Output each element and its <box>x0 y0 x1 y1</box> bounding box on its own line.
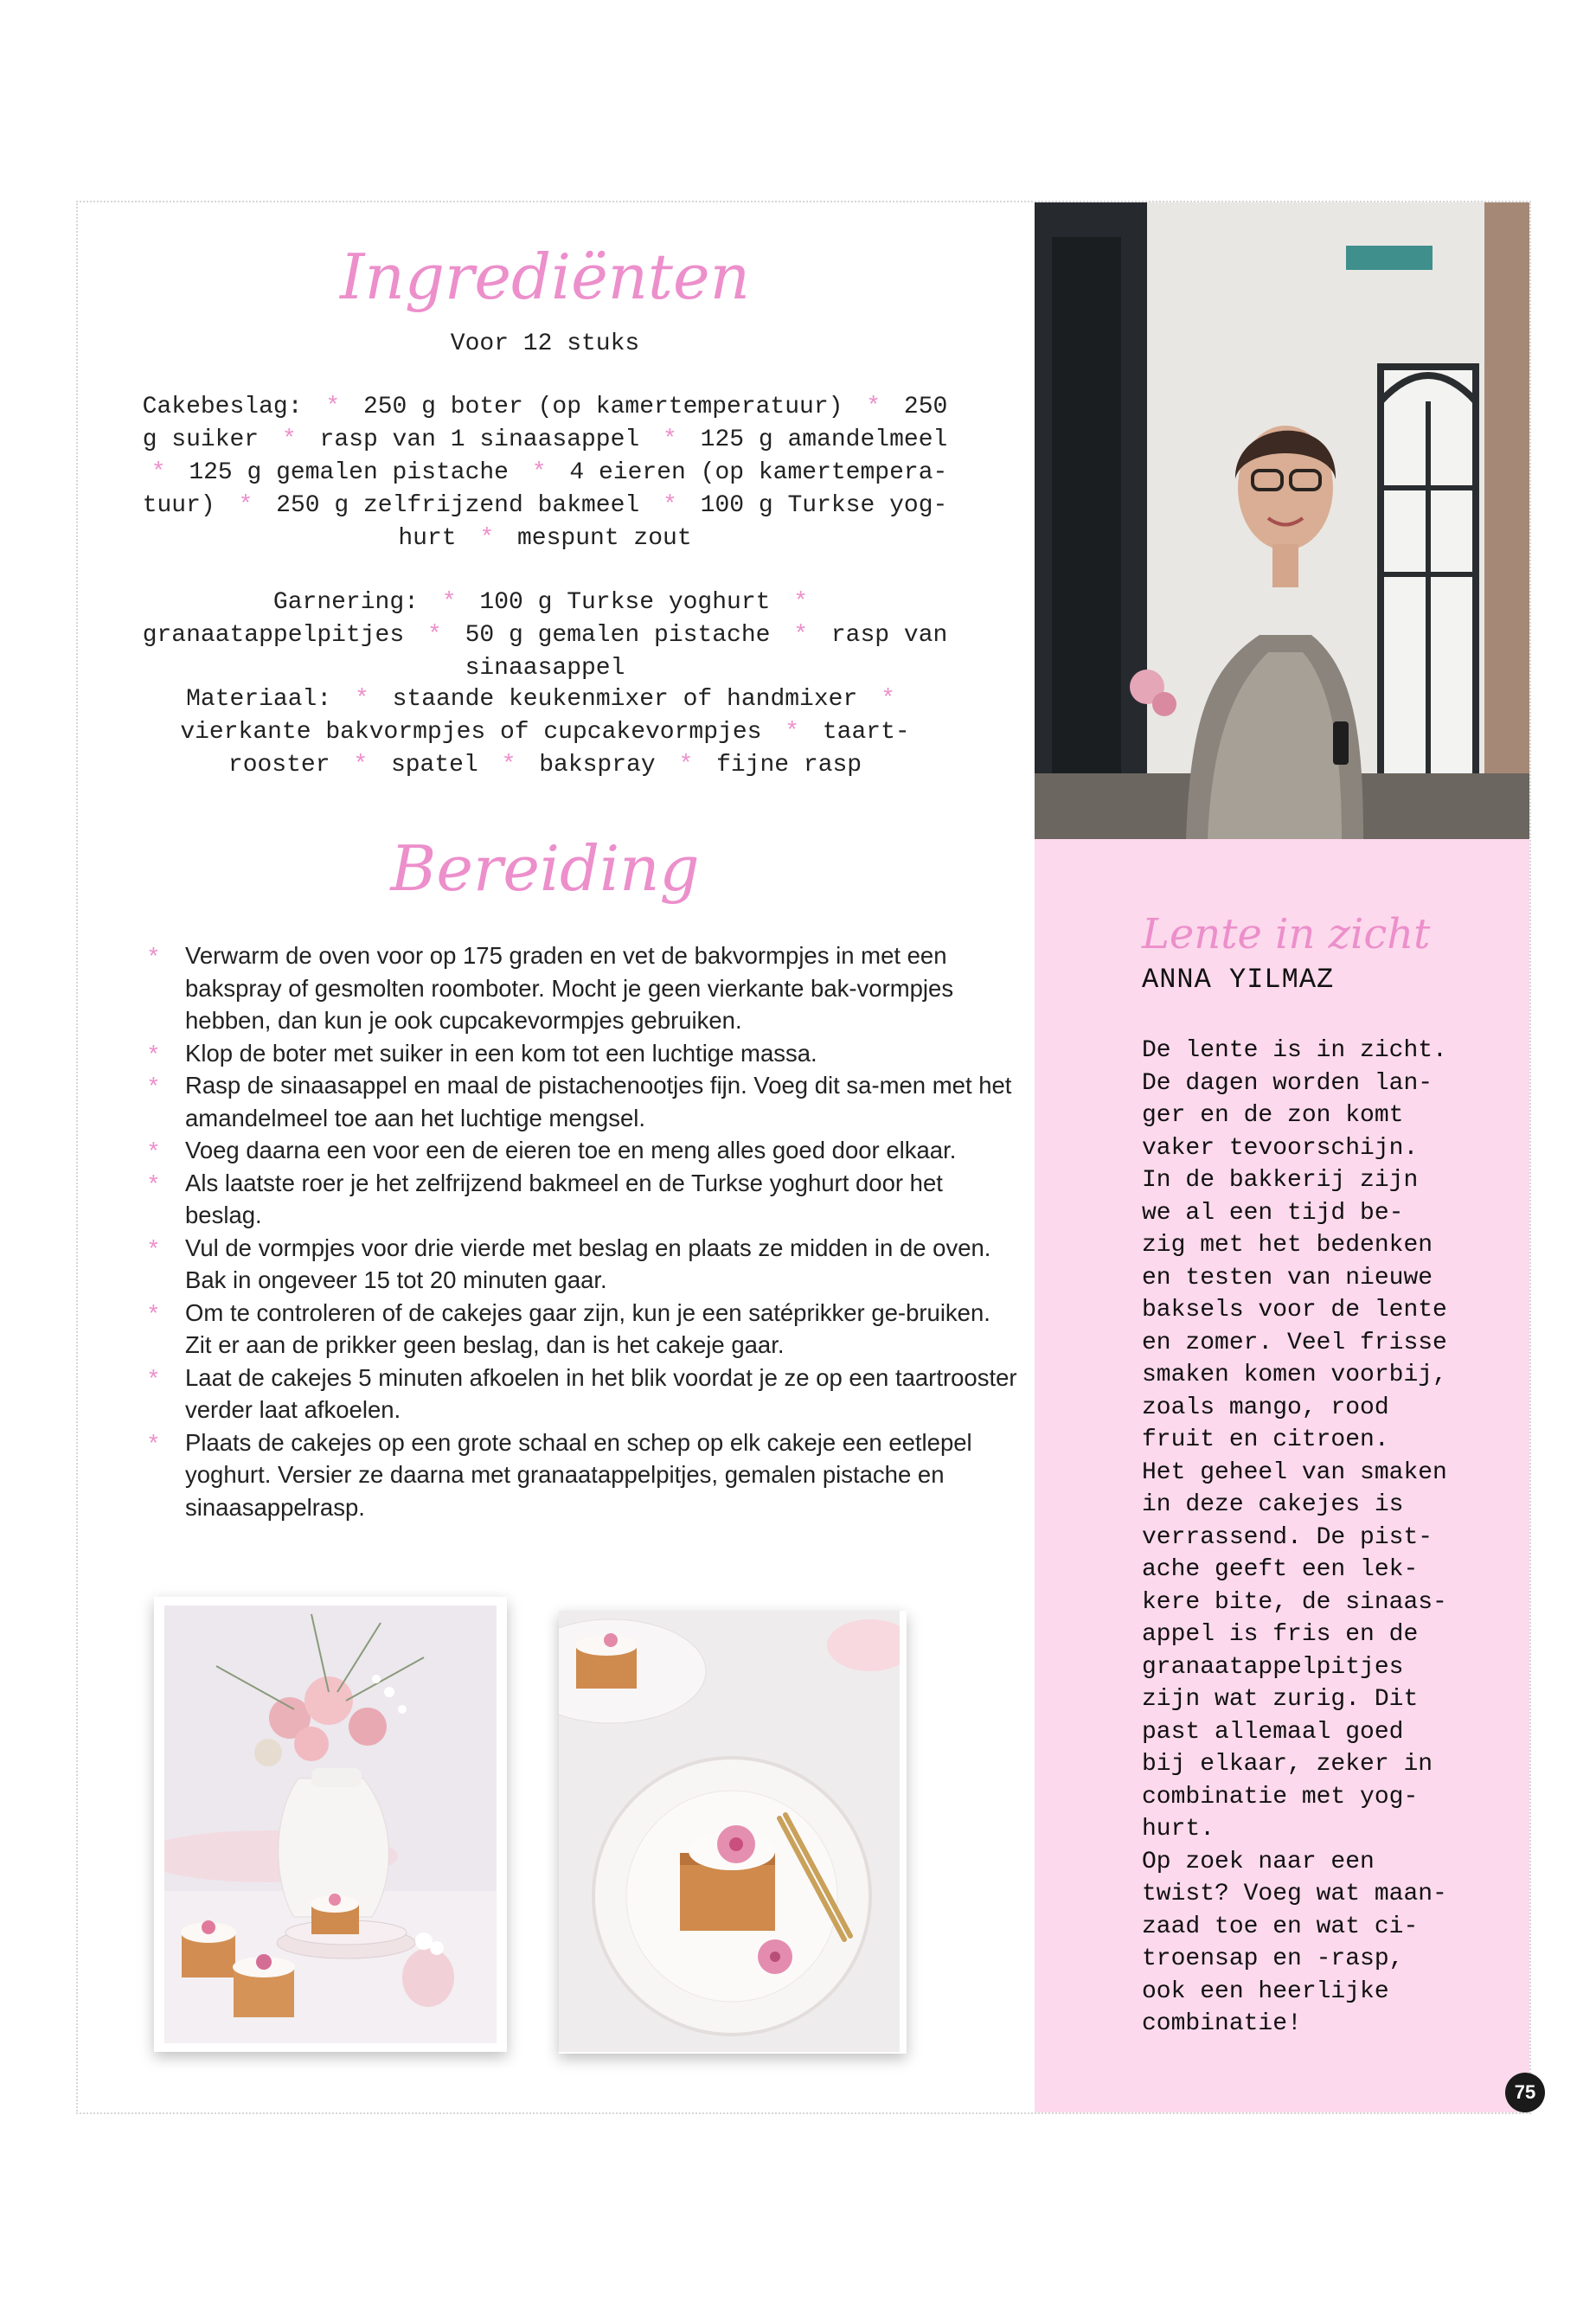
step-item: * Verwarm de oven voor op 175 graden en vet de bakvormpjes in met een bakspray of gesmolten roomboter. Mocht je geen vierkante bak-vormpjes hebben, dan kun je ook cupcakevormpjes gebruiken. <box>149 939 1022 1037</box>
asterisk-icon: * <box>426 622 442 649</box>
material-item: spatel <box>390 752 478 779</box>
step-item: * Als laatste roer je het zelfrijzend bakmeel en de Turkse yoghurt door het beslag. <box>149 1167 1022 1232</box>
asterisk-icon: * <box>149 1072 158 1099</box>
asterisk-icon: * <box>531 459 547 486</box>
step-item: * Vul de vormpjes voor drie vierde met beslag en plaats ze midden in de oven. Bak in ongeveer 15 tot 20 minuten gaar. <box>149 1232 1022 1297</box>
asterisk-icon: * <box>354 686 369 713</box>
asterisk-icon: * <box>149 1428 158 1456</box>
materials-list <box>138 683 952 782</box>
asterisk-icon: * <box>238 492 253 519</box>
material-item: fijne rasp <box>716 752 862 779</box>
step-item: * Klop de boter met suiker in een kom tot een luchtige massa. <box>149 1037 1022 1070</box>
garnish-label: Garnering: <box>272 589 419 616</box>
asterisk-icon: * <box>501 752 516 779</box>
asterisk-icon: * <box>881 686 895 713</box>
ingredient-item: mespunt zout <box>517 525 692 552</box>
ingredient-item: rasp van sinaasappel <box>465 622 948 682</box>
asterisk-icon: * <box>149 1137 158 1163</box>
asterisk-icon: * <box>149 1298 158 1326</box>
asterisk-icon: * <box>281 426 297 453</box>
step-item: * Rasp de sinaasappel en maal de pistachenootjes fijn. Voeg dit sa-men met het amandelmeel toe aan het luchtige mengsel. <box>149 1069 1022 1134</box>
garnish-ingredients <box>138 586 952 685</box>
ingredient-item: 100 g Turkse yoghurt <box>479 589 771 616</box>
step-item: * Laat de cakejes 5 minuten afkoelen in het blik voordat je ze op een taartrooster verder laat afkoelen. <box>149 1362 1022 1426</box>
material-item: vierkante bakvormpjes of cupcakevormpjes <box>180 719 762 746</box>
sidebar-column <box>1035 202 1529 2112</box>
preparation-steps <box>149 939 1022 1523</box>
photo-vase-image <box>164 1606 497 2043</box>
cake-batter-label: Cakebeslag: <box>142 394 303 420</box>
ingredient-item: 250 g zelfrijzend bakmeel <box>276 492 640 519</box>
portrait-photo <box>1035 202 1529 839</box>
preparation-heading: Bereiding <box>390 832 700 905</box>
material-item: bakspray <box>539 752 656 779</box>
asterisk-icon: * <box>785 719 800 746</box>
material-item: staande keukenmixer of handmixer <box>392 686 858 713</box>
photo-plate-image <box>559 1611 900 2052</box>
asterisk-icon: * <box>793 622 809 649</box>
ingredients-heading: Ingrediënten <box>340 240 750 313</box>
asterisk-icon: * <box>663 492 677 519</box>
sidebar-heading: Lente in zicht <box>1142 910 1431 958</box>
author-name: ANNA YILMAZ <box>1142 964 1335 996</box>
ingredient-item: 250 g boter (op kamertemperatuur) <box>362 394 843 420</box>
ingredient-item: 125 g gemalen pistache <box>189 459 509 486</box>
ingredient-item: 125 g amandelmeel <box>700 426 948 453</box>
asterisk-icon: * <box>149 1363 158 1391</box>
step-item: * Voeg daarna een voor een de eieren toe en meng alles goed door elkaar. <box>149 1134 1022 1167</box>
asterisk-icon: * <box>441 589 457 616</box>
sidebar-text: De lente is in zicht. De dagen worden lan- ger en de zon komt vaker tevoorschijn. In de bakkerij zijn we al een tijd be- zig met het bedenken en testen van nieuwe baksels voor de lente en zomer. Veel frisse smaken komen voorbij, zoals mango, rood fruit en citroen. Het geheel van smaken in deze cakejes is verrassend. De pist- ache geeft een lek- kere bite, de sinaas- appel is fris en de granaatappelpitjes zijn wat zurig. Dit past allemaal goed bij elkaar, zeker in combinatie met yog- hurt. Op zoek naar een twist? Voeg wat maan- zaad toe en wat ci- troensap en -rasp, ook een heerlijke combinatie! <box>1142 1037 1447 2037</box>
cake-batter-ingredients <box>138 391 952 555</box>
materials-label: Materiaal: <box>186 686 332 713</box>
ingredient-item: rasp van 1 sinaasappel <box>319 426 640 453</box>
asterisk-icon: * <box>678 752 694 779</box>
asterisk-icon: * <box>149 1039 158 1067</box>
step-item: * Om te controleren of de cakejes gaar zijn, kun je een satéprikker ge-bruiken. Zit er aan de prikker geen beslag, dan is het cakeje gaar. <box>149 1297 1022 1362</box>
page-number: 75 <box>1505 2073 1545 2112</box>
asterisk-icon: * <box>151 459 166 486</box>
photo-cake-on-plate <box>559 1611 907 2054</box>
photo-vase-with-cakes <box>154 1597 507 2052</box>
ingredient-item: granaatappelpitjes <box>142 622 405 649</box>
ingredient-item: 50 g gemalen pistache <box>465 622 771 649</box>
asterisk-icon: * <box>663 426 677 453</box>
asterisk-icon: * <box>866 394 881 420</box>
ingredient-item: 100 g Turkse yog-hurt <box>398 492 948 552</box>
material-item: taart-rooster <box>228 719 910 779</box>
ingredient-item: 4 eieren (op kamertempera-tuur) <box>142 459 948 519</box>
recipe-column <box>78 202 1036 2112</box>
asterisk-icon: * <box>479 525 495 552</box>
ingredient-item: 250 g suiker <box>142 394 948 453</box>
step-item: * Plaats de cakejes op een grote schaal en schep op elk cakeje een eetlepel yoghurt. Versier ze daarna met granaatappelpitjes, gemalen pistache en sinaasappelrasp. <box>149 1426 1022 1524</box>
servings: Voor 12 stuks <box>450 330 640 357</box>
asterisk-icon: * <box>353 752 369 779</box>
asterisk-icon: * <box>149 1169 158 1196</box>
asterisk-icon: * <box>149 1234 158 1261</box>
asterisk-icon: * <box>325 394 341 420</box>
asterisk-icon: * <box>149 942 158 969</box>
asterisk-icon: * <box>793 589 809 616</box>
